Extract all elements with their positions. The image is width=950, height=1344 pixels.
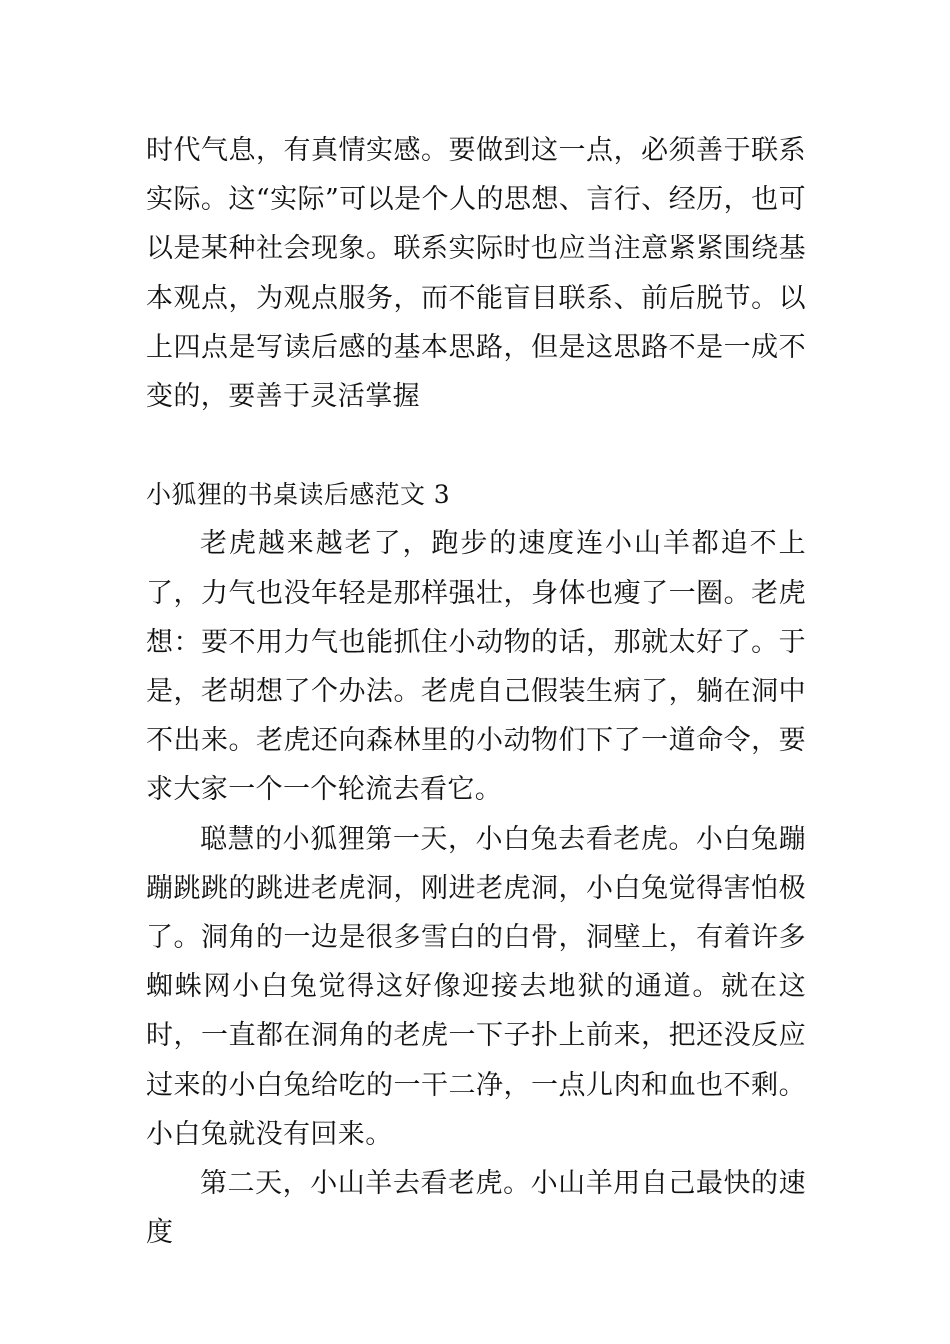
body-paragraph-3: 第二天，小山羊去看老虎。小山羊用自己最快的速度 — [146, 1168, 806, 1249]
intro-paragraph: 时代气息，有真情实感。要做到这一点，必须善于联系实际。这“实际”可以是个人的思想、言行、经历，也可以是某种社会现象。联系实际时也应当注意紧紧围绕基本观点，为观点服务，而不能盲目联系、前后脱节。以上四点是写读后感的基本思路，但是这思路不是一成不变的，要善于灵活掌握 — [146, 135, 806, 413]
document-body — [146, 126, 806, 1257]
body-paragraph-2: 聪慧的小狐狸第一天，小白兔去看老虎。小白兔蹦蹦跳跳的跳进老虎洞，刚进老虎洞，小白兔觉得害怕极了。洞角的一边是很多雪白的白骨，洞壁上，有着许多蜘蛛网小白兔觉得这好像迎接去地狱的通道。就在这时，一直都在洞角的老虎一下子扑上前来，把还没反应过来的小白兔给吃的一干二净，一点儿肉和血也不剩。小白兔就没有回来。 — [146, 823, 806, 1150]
section-title: 小狐狸的书桌读后感范文 3 — [146, 480, 451, 510]
body-paragraph-1: 老虎越来越老了，跑步的速度连小山羊都追不上了，力气也没年轻是那样强壮，身体也瘦了一圈。老虎想：要不用力气也能抓住小动物的话，那就太好了。于是，老胡想了个办法。老虎自己假装生病了，躺在洞中不出来。老虎还向森林里的小动物们下了一道命令，要求大家一个一个轮流去看它。 — [146, 528, 806, 806]
section-spacer — [146, 421, 806, 470]
